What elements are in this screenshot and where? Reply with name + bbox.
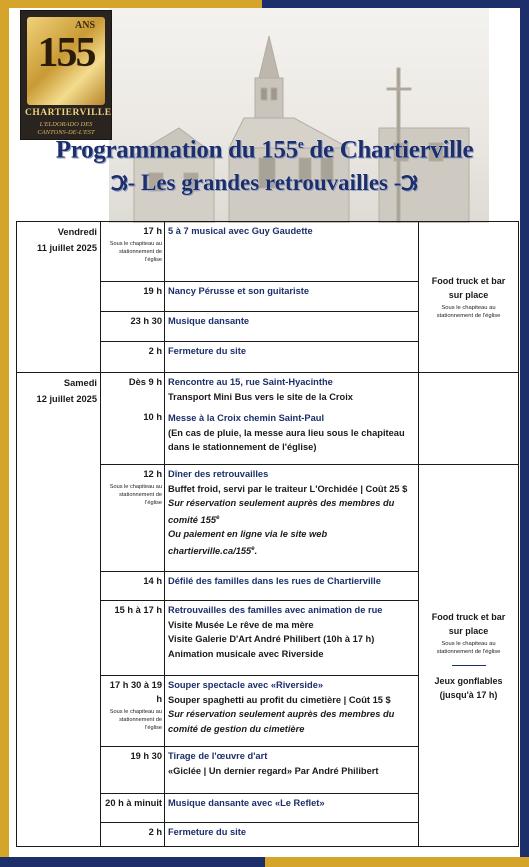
services-line-1: Food truck et bar	[431, 611, 506, 622]
event-detail: «Giclée | Un dernier regard» Par André Philibert	[168, 765, 379, 776]
title-main: Programmation du 155	[55, 136, 298, 164]
event-detail-italic: comité 155e	[168, 514, 220, 525]
day-name: Samedi	[63, 378, 97, 388]
services-note: Sous le chapiteau au stationnement de l'église	[436, 305, 501, 319]
event-title: Tirage de l'œuvre d'art	[168, 751, 268, 761]
title-sup: e	[297, 136, 304, 151]
time-cell	[101, 222, 165, 282]
logo-ans: ANS	[75, 20, 96, 31]
services-line-2: sur place	[448, 290, 489, 300]
event-detail-italic: Sur réservation seulement auprès des membres du	[168, 709, 395, 719]
activity-cell	[165, 823, 419, 847]
time-cell	[101, 747, 165, 794]
event-time: 12 h	[143, 469, 162, 479]
event-title: Nancy Pérusse et son guitariste	[168, 286, 310, 296]
event-detail-italic: Ou paiement en ligne via le site web	[168, 529, 328, 540]
event-title: Musique dansante	[168, 316, 250, 326]
event-link-text: chartierville.ca/155e.	[168, 545, 258, 556]
event-detail-italic: comité de gestion du cimetière	[168, 723, 305, 734]
program-table	[16, 221, 519, 847]
time-cell	[101, 465, 165, 572]
event-detail-italic: Sur réservation seulement auprès des membres du	[168, 498, 395, 508]
event-title: Défilé des familles dans les rues de Chartierville	[168, 576, 381, 586]
time-cell	[101, 601, 165, 676]
event-title: Fermeture du site	[168, 346, 247, 356]
activity-cell	[165, 794, 419, 823]
frame-bottom-left	[0, 857, 265, 867]
activity-cell	[165, 465, 419, 572]
services-cell-saturday	[419, 465, 519, 847]
event-time: 15 h à 17 h	[114, 605, 162, 615]
day-name: Vendredi	[57, 227, 97, 237]
services-extra-1: Jeux gonflables	[434, 675, 503, 686]
activity-cell	[165, 373, 419, 465]
event-time: 17 h 30 à 19 h	[109, 680, 162, 704]
activity-cell	[165, 312, 419, 342]
event-title: Musique dansante avec «Le Reflet»	[168, 798, 325, 808]
services-line-2: sur place	[448, 625, 489, 636]
frame-right	[520, 0, 529, 867]
activity-cell	[165, 282, 419, 312]
event-title: Messe à la Croix chemin Saint-Paul	[168, 413, 325, 423]
event-detail: Animation musicale avec Riverside	[168, 648, 324, 659]
event-time: 17 h	[143, 226, 162, 236]
event-detail: Visite Galerie D'Art André Philibert (10h à 17 h)	[168, 634, 375, 644]
time-cell	[101, 342, 165, 373]
event-time: 10 h	[143, 412, 162, 422]
event-title: Dîner des retrouvailles	[168, 469, 269, 479]
activity-cell	[165, 676, 419, 747]
day-date: 12 juillet 2025	[36, 394, 97, 404]
anniversary-logo	[20, 10, 112, 140]
event-title: Fermeture du site	[168, 827, 247, 837]
event-location-note: Sous le chapiteau au stationnement de l'église	[109, 241, 162, 263]
event-location-note: Sous le chapiteau au stationnement de l'église	[109, 709, 162, 731]
services-extra-2: (jusqu'à 17 h)	[439, 689, 498, 700]
event-time: 2 h	[148, 346, 162, 356]
table-row	[17, 373, 519, 465]
page-subtitle: ౫- Les grandes retrouvailles -౫	[111, 170, 418, 195]
event-detail: (En cas de pluie, la messe aura lieu sous le chapiteau	[168, 427, 405, 438]
time-cell	[101, 282, 165, 312]
services-divider	[452, 665, 486, 666]
event-detail: Souper spaghetti au profit du cimetière | Coût 15 $	[168, 694, 391, 705]
event-time: 2 h	[148, 827, 162, 837]
event-title: Retrouvailles des familles avec animation de rue	[168, 605, 383, 615]
event-detail: Buffet froid, servi par le traiteur L'Orchidée | Coût 25 $	[168, 483, 408, 494]
frame-bottom-right	[265, 857, 529, 867]
time-cell	[101, 676, 165, 747]
event-time: 23 h 30	[130, 316, 162, 326]
table-row	[17, 222, 519, 282]
title-end: de Chartierville	[303, 136, 474, 164]
time-cell	[101, 794, 165, 823]
time-cell	[101, 312, 165, 342]
time-cell	[101, 572, 165, 601]
page-title	[9, 136, 520, 164]
day-cell-saturday	[17, 373, 101, 847]
time-cell	[101, 373, 165, 465]
services-cell-empty	[419, 373, 519, 465]
activity-cell	[165, 342, 419, 373]
day-date: 11 juillet 2025	[37, 243, 97, 253]
activity-cell	[165, 747, 419, 794]
event-detail: Transport Mini Bus vers le site de la Croix	[168, 391, 353, 402]
services-cell-friday	[419, 222, 519, 373]
event-detail: Visite Musée Le rêve de ma mère	[168, 619, 314, 630]
logo-name: CHARTIERVILLE	[25, 108, 112, 118]
frame-left	[0, 0, 9, 867]
event-location-note: Sous le chapiteau au stationnement de l'église	[109, 484, 162, 506]
event-title: Rencontre au 15, rue Saint-Hyacinthe	[168, 377, 333, 387]
event-title: 5 à 7 musical avec Guy Gaudette	[168, 226, 313, 236]
event-title: Souper spectacle avec «Riverside»	[168, 680, 324, 690]
time-cell	[101, 823, 165, 847]
event-time: 20 h à minuit	[105, 798, 162, 808]
poster-page	[9, 8, 520, 857]
logo-tagline-1: L'ELDORADO DES	[39, 121, 93, 128]
event-time: 19 h	[143, 286, 162, 296]
event-time: 19 h 30	[130, 751, 162, 761]
event-time: 14 h	[143, 576, 162, 586]
services-line-1: Food truck et bar	[431, 276, 506, 286]
logo-tagline-2: CANTONS-DE-L'EST	[37, 129, 95, 136]
logo-number: 155	[37, 30, 95, 76]
activity-cell	[165, 601, 419, 676]
day-cell-friday	[17, 222, 101, 373]
frame-top-left	[0, 0, 262, 8]
services-note: Sous le chapiteau au stationnement de l'église	[436, 640, 501, 655]
event-detail: dans le stationnement de l'église)	[168, 442, 317, 452]
activity-cell	[165, 572, 419, 601]
activity-cell	[165, 222, 419, 282]
frame-top-right	[262, 0, 529, 8]
event-time: Dès 9 h	[128, 377, 162, 387]
